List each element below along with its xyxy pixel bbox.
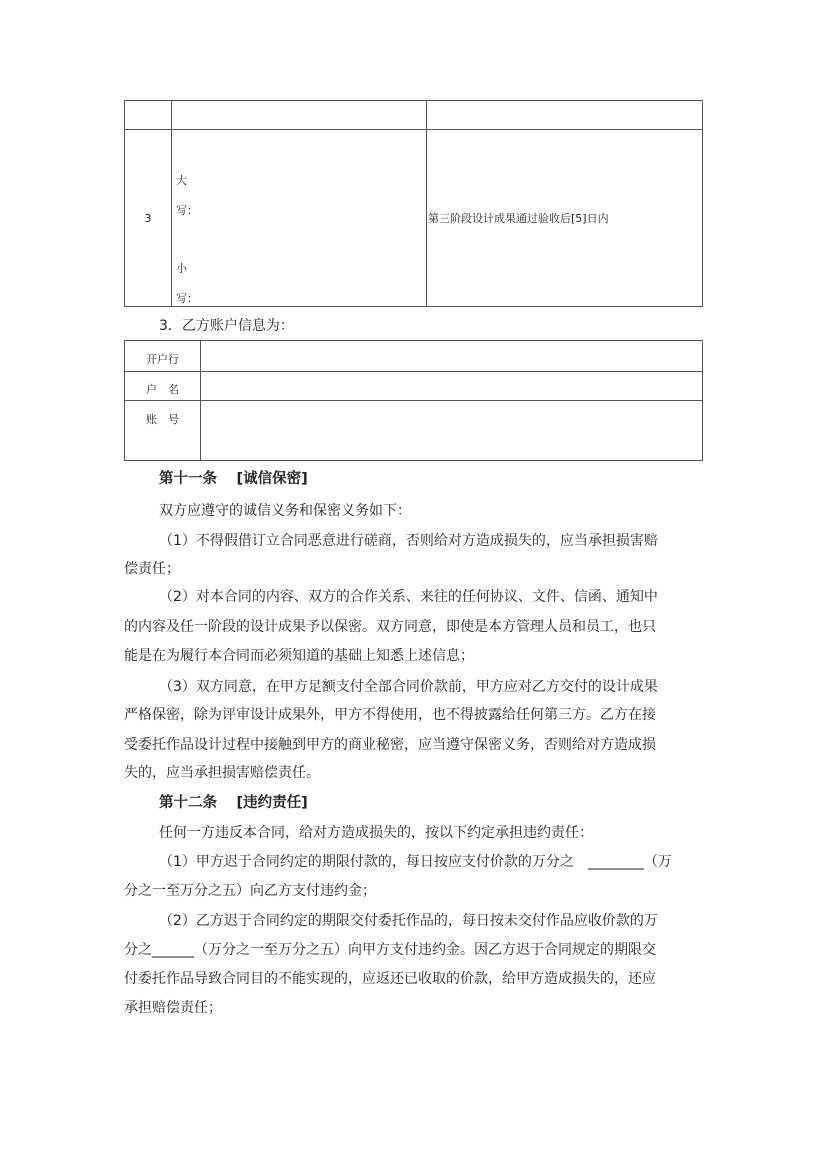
article11-line: 的内容及任一阶段的设计成果予以保密。双方同意，即使是本方管理人员和员工，也只 — [124, 619, 656, 635]
payment-time-cell: 第三阶段设计成果通过验收后[5]日内 — [427, 130, 703, 307]
article11-line: （1）不得假借订立合同恶意进行磋商，否则给对方造成损失的，应当承担损害赔 — [159, 533, 658, 549]
number-label-cell — [125, 401, 201, 461]
article12-line: 分之一至万分之五）向乙方支付违约金； — [124, 883, 376, 899]
article12-line: 付委托作品导致合同目的不能实现的，应返还已收取的价款，给甲方造成损失的，还应 — [124, 971, 656, 987]
account-table — [124, 340, 703, 461]
table-row — [125, 101, 703, 130]
article11-line: 能是在为履行本合同而必须知道的基础上知悉上述信息； — [124, 648, 474, 664]
amount-upper-label-1: 大 — [176, 174, 187, 187]
article11-line: （3）双方同意，在甲方足额支付全部合同价款前，甲方应对乙方交付的设计成果 — [159, 679, 658, 695]
article12-line: 承担赔偿责任； — [124, 1000, 222, 1016]
row-number: 3 — [125, 130, 172, 307]
number-label: 账 号 — [146, 413, 179, 426]
article11-heading: 第十一条 [诚信保密] — [159, 471, 308, 487]
amount-cell — [172, 130, 427, 307]
table-cell — [427, 101, 703, 130]
article11-line: 双方应遵守的诚信义务和保密义务如下： — [159, 503, 411, 519]
article12-line: 分之______（万分之一至万分之五）向甲方支付违约金。因乙方迟于合同规定的期限交 — [124, 942, 656, 958]
table-row — [125, 401, 703, 461]
bank-label: 开户行 — [146, 353, 179, 366]
table-cell — [172, 101, 427, 130]
article11-line: 严格保密，除为评审设计成果外，甲方不得使用，也不得披露给任何第三方。乙方在接 — [124, 707, 656, 723]
bank-value-cell — [201, 341, 703, 372]
name-label-cell — [125, 372, 201, 401]
amount-lower-label-1: 小 — [176, 262, 187, 275]
bank-label-cell — [125, 341, 201, 372]
article11-line: （2）对本合同的内容、双方的合作关系、来往的任何协议、文件、信函、通知中 — [159, 589, 658, 605]
account-intro: 3．乙方账户信息为： — [159, 318, 294, 334]
amount-upper-label-2: 写： — [176, 204, 198, 217]
article12-line: （1）甲方迟于合同约定的期限付款的，每日按应支付价款的万分之 ________（万 — [159, 854, 672, 870]
table-cell — [125, 101, 172, 130]
article12-line: 任何一方违反本合同，给对方造成损失的，按以下约定承担违约责任： — [159, 825, 593, 841]
name-label: 户 名 — [146, 383, 179, 396]
article11-line: 受委托作品设计过程中接触到甲方的商业秘密，应当遵守保密义务，否则给对方造成损 — [124, 737, 656, 753]
article11-line: 失的，应当承担损害赔偿责任。 — [124, 765, 320, 781]
number-value-cell — [201, 401, 703, 461]
name-value-cell — [201, 372, 703, 401]
article11-line: 偿责任； — [124, 561, 180, 577]
article12-heading: 第十二条 [违约责任] — [159, 795, 308, 811]
table-row — [125, 130, 703, 307]
table-row — [125, 341, 703, 372]
amount-lower-label-2: 写： — [176, 292, 198, 305]
payment-schedule-table — [124, 100, 703, 307]
table-row — [125, 372, 703, 401]
article12-line: （2）乙方迟于合同约定的期限交付委托作品的，每日按未交付作品应收价款的万 — [159, 913, 658, 929]
